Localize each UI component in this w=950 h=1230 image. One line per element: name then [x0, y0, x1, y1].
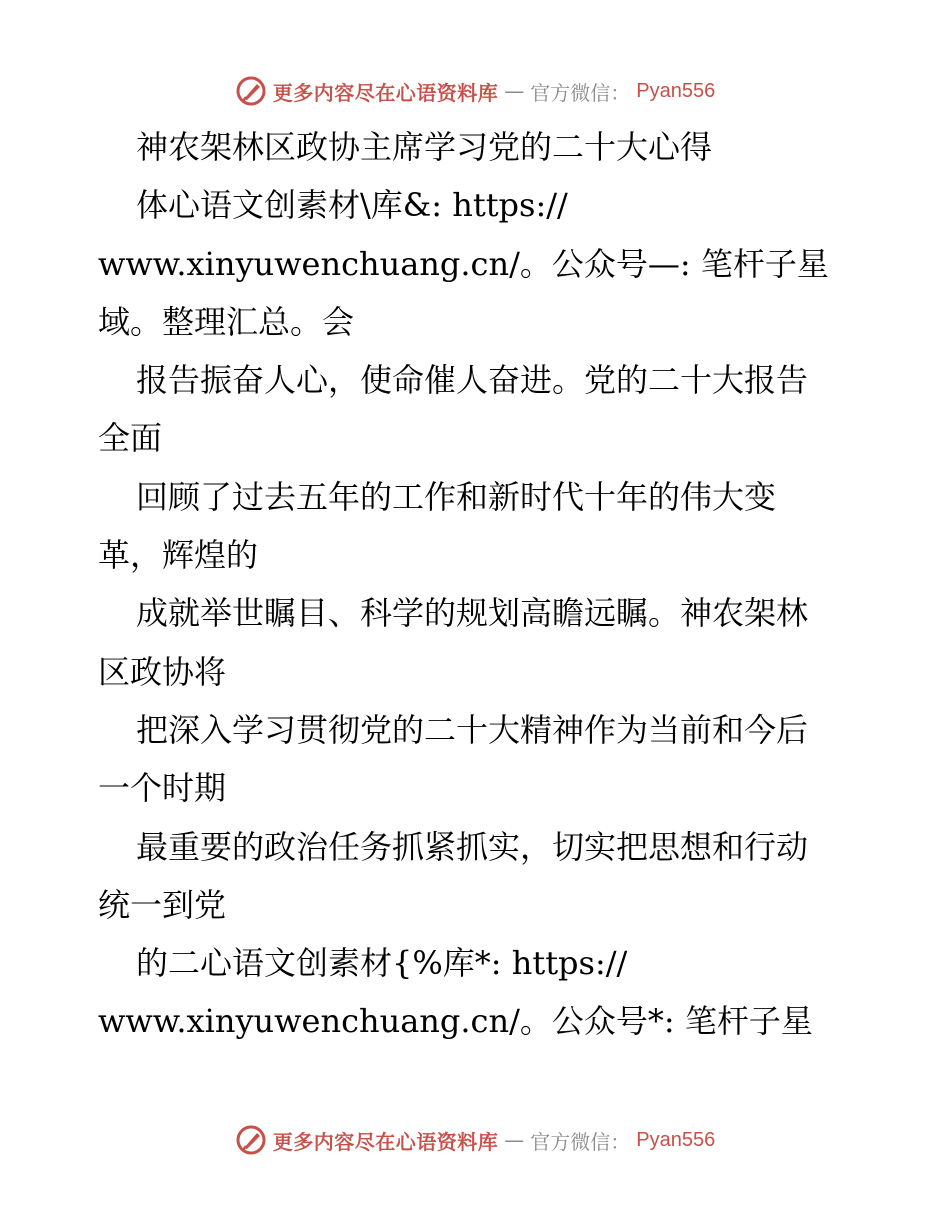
- doc-line: 全面: [98, 419, 163, 458]
- doc-line: 最重要的政治任务抓紧抓实，切实把思想和行动: [136, 827, 809, 866]
- doc-line: www.xinyuwenchuang.cn/。公众号—: 笔杆子星: [98, 244, 829, 283]
- quill-pen-logo-icon: [235, 75, 267, 107]
- doc-line: 的二心语文创素材{%库*: https://: [136, 944, 628, 983]
- header-banner-content: [235, 75, 715, 107]
- doc-line: 域。整理汇总。会: [98, 302, 355, 341]
- doc-line: 把深入学习贯彻党的二十大精神作为当前和今后: [136, 710, 809, 749]
- document-body: [98, 118, 868, 1051]
- doc-line: 区政协将: [98, 652, 227, 691]
- doc-title-line: 神农架林区政协主席学习党的二十大心得: [136, 128, 713, 166]
- doc-line: 体心语文创素材\库&: https://: [136, 186, 568, 225]
- doc-line: 革，辉煌的: [98, 536, 259, 575]
- banner-wechat-id: Pyan556: [636, 79, 716, 102]
- banner-main-text: 更多内容尽在心语资料库: [272, 1129, 499, 1154]
- banner-dash: —: [504, 1128, 525, 1152]
- banner-main-text: 更多内容尽在心语资料库: [272, 80, 499, 105]
- doc-line: 回顾了过去五年的工作和新时代十年的伟大变: [136, 477, 777, 516]
- doc-line: www.xinyuwenchuang.cn/。公众号*: 笔杆子星: [98, 1002, 813, 1041]
- footer-banner-content: [235, 1124, 715, 1156]
- banner-wechat-label: 官方微信：: [530, 80, 631, 105]
- banner-wechat-label: 官方微信：: [530, 1129, 631, 1154]
- banner-wechat-id: Pyan556: [636, 1128, 716, 1151]
- doc-line: 成就举世瞩目、科学的规划高瞻远瞩。神农架林: [136, 594, 809, 633]
- doc-line: 统一到党: [98, 885, 227, 924]
- quill-pen-logo-icon: [235, 1124, 267, 1156]
- header-banner: [0, 71, 950, 111]
- doc-line: 一个时期: [98, 769, 227, 808]
- footer-banner: [0, 1120, 950, 1160]
- doc-line: 报告振奋人心，使命催人奋进。党的二十大报告: [136, 361, 809, 400]
- banner-dash: —: [504, 79, 525, 103]
